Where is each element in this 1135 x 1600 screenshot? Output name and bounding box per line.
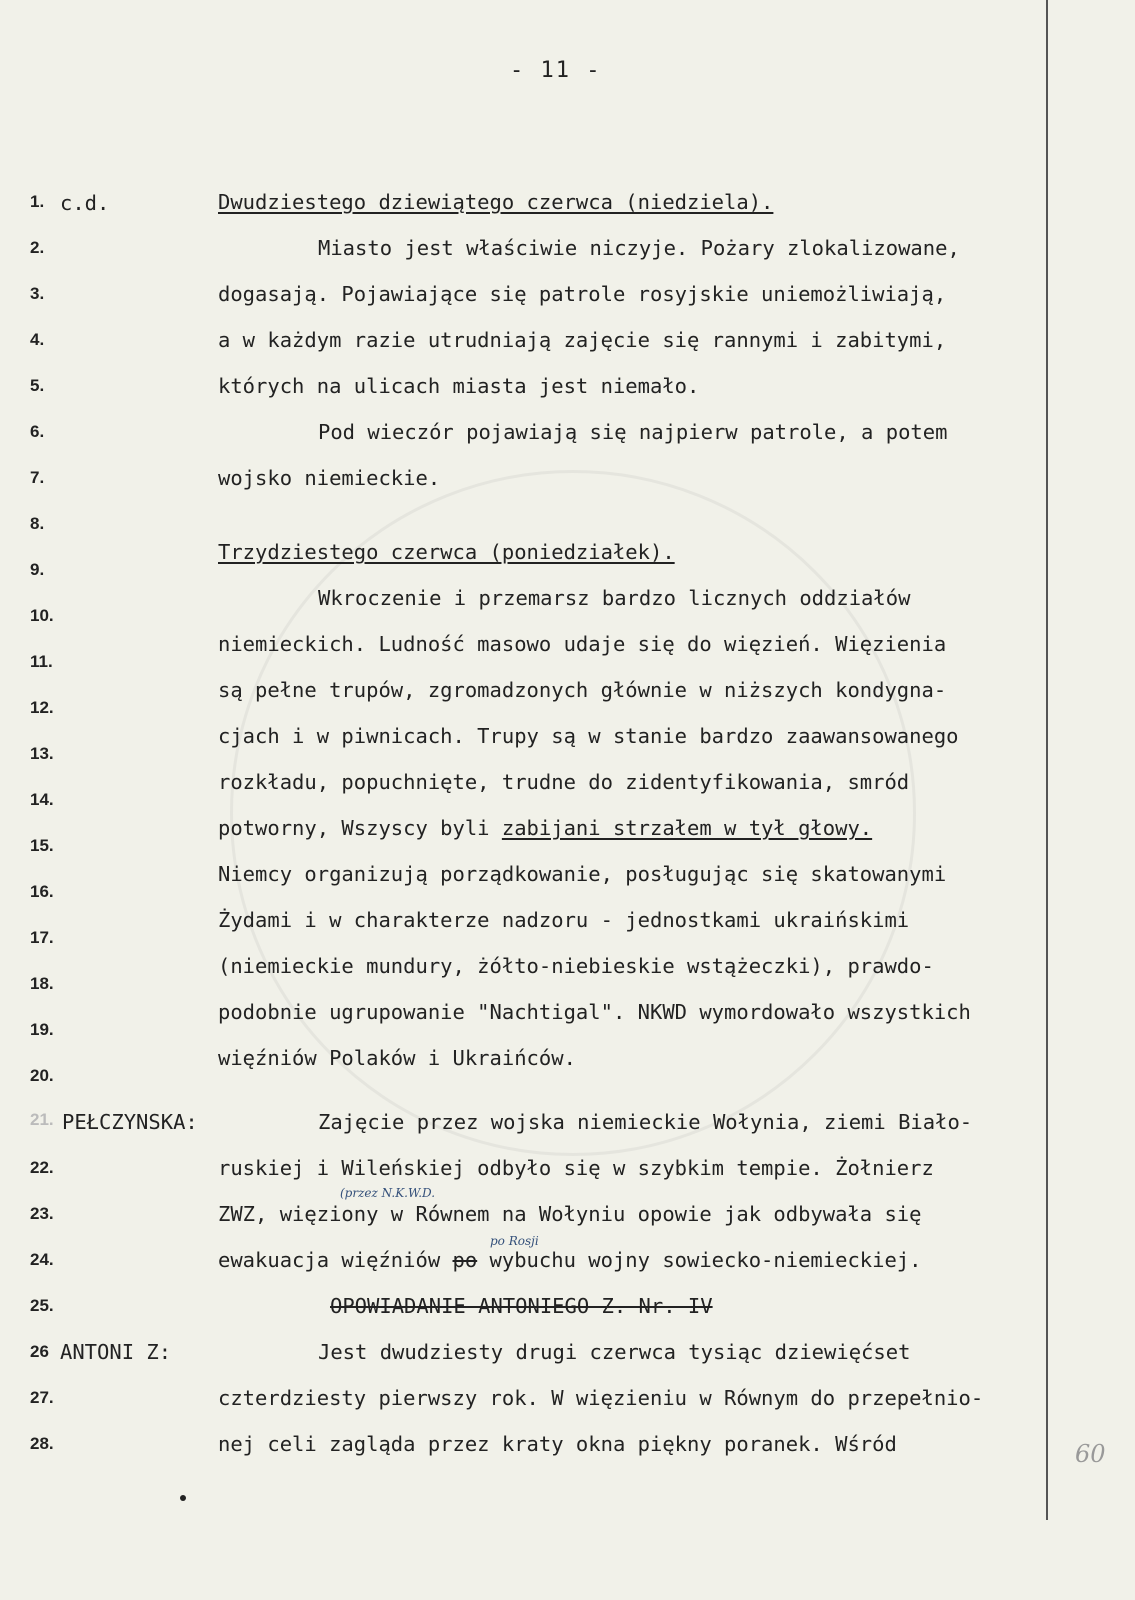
line-number: 24.: [30, 1250, 54, 1269]
line-number: 19.: [30, 1020, 54, 1039]
line-number: 11.: [30, 652, 53, 671]
line-number: 23.: [30, 1204, 54, 1223]
line-number: 22.: [30, 1158, 54, 1177]
margin-page-mark: 60: [1075, 1440, 1106, 1468]
margin-rule: [1046, 0, 1048, 1520]
handwritten-annotation: (przez N.K.W.D.: [340, 1186, 436, 1200]
text-line: Jest dwudziesty drugi czerwca tysiąc dziewięćset: [318, 1340, 911, 1364]
line-number: 2.: [30, 238, 45, 257]
line-number: 3.: [30, 284, 45, 303]
text-line: Żydami i w charakterze nadzoru - jednostkami ukraińskimi: [218, 908, 910, 932]
line-number: 21.: [30, 1110, 54, 1129]
text-line: ZWZ, więziony w Równem na Wołyniu opowie jak odbywała się: [218, 1202, 922, 1226]
line-number: 16.: [30, 882, 54, 901]
line-number: 14.: [30, 790, 54, 809]
line-number: 5.: [30, 376, 45, 395]
text-segment: potworny, Wszyscy byli: [218, 816, 502, 840]
line-number: 25.: [30, 1296, 54, 1315]
speaker-pelczynska: PEŁCZYNSKA:: [62, 1110, 198, 1134]
text-line: są pełne trupów, zgromadzonych głównie w niższych kondygna-: [218, 678, 947, 702]
text-line: rozkładu, popuchnięte, trudne do zidentyfikowania, smród: [218, 770, 910, 794]
text-line: nej celi zagląda przez kraty okna piękny poranek. Wśród: [218, 1432, 897, 1456]
line-number: 20.: [30, 1066, 54, 1085]
text-line: Zajęcie przez wojska niemieckie Wołynia, ziemi Biało-: [318, 1110, 973, 1134]
line-number: 8.: [30, 514, 45, 533]
ink-dot: [180, 1495, 186, 1501]
speaker-continued: c.d.: [60, 191, 110, 215]
text-line: Niemcy organizują porządkowanie, posługując się skatowanymi: [218, 862, 947, 886]
text-line: Pod wieczór pojawiają się najpierw patrole, a potem: [318, 420, 948, 444]
text-segment: ewakuacja więźniów: [218, 1248, 453, 1272]
text-line: więźniów Polaków i Ukraińców.: [218, 1046, 576, 1070]
text-line: podobnie ugrupowanie "Nachtigal". NKWD wymordowało wszystkich: [218, 1000, 971, 1024]
struck-word: po: [452, 1248, 478, 1272]
line-number: 6.: [30, 422, 45, 441]
line-number: 4.: [30, 330, 45, 349]
line-number: 7.: [30, 468, 45, 487]
text-line: (niemieckie mundury, żółto-niebieskie wstążeczki), prawdo-: [218, 954, 934, 978]
page-number: - 11 -: [510, 58, 602, 83]
line-number: 1.: [30, 192, 45, 211]
speaker-antoni: ANTONI Z:: [60, 1340, 172, 1364]
text-line: a w każdym razie utrudniają zajęcie się rannymi i zabitymi,: [218, 328, 947, 352]
heading-monday: Trzydziestego czerwca (poniedziałek).: [218, 540, 675, 564]
text-line: Miasto jest właściwie niczyje. Pożary zlokalizowane,: [318, 236, 960, 260]
text-line: [218, 1248, 922, 1272]
text-line: czterdziesty pierwszy rok. W więzieniu w Równym do przepełnio-: [218, 1386, 984, 1410]
struck-heading: OPOWIADANIE ANTONIEGO Z. Nr. IV: [330, 1294, 713, 1318]
handwritten-annotation: po Rosji: [490, 1234, 539, 1248]
line-number: 17.: [30, 928, 54, 947]
line-number: 18.: [30, 974, 54, 993]
line-number: 12.: [30, 698, 54, 717]
line-number: 9.: [30, 560, 45, 579]
text-line: ruskiej i Wileńskiej odbyło się w szybkim tempie. Żołnierz: [218, 1156, 934, 1180]
text-line: Wkroczenie i przemarsz bardzo licznych oddziałów: [318, 586, 911, 610]
text-line: wojsko niemieckie.: [218, 466, 441, 490]
line-number: 15.: [30, 836, 54, 855]
underlined-phrase: zabijani strzałem w tył głowy.: [501, 816, 873, 840]
text-line: niemieckich. Ludność masowo udaje się do więzień. Więzienia: [218, 632, 947, 656]
line-number: 27.: [30, 1388, 54, 1407]
text-line: [218, 816, 872, 840]
line-number: 28.: [30, 1434, 54, 1453]
heading-sunday: Dwudziestego dziewiątego czerwca (niedziela).: [218, 190, 774, 214]
text-segment: wybuchu wojny sowiecko-niemieckiej.: [477, 1248, 922, 1272]
line-number: 10.: [30, 606, 54, 625]
text-line: których na ulicach miasta jest niemało.: [218, 374, 700, 398]
text-line: dogasają. Pojawiające się patrole rosyjskie uniemożliwiają,: [218, 282, 947, 306]
text-line: cjach i w piwnicach. Trupy są w stanie bardzo zaawansowanego: [218, 724, 959, 748]
line-number: 13.: [30, 744, 54, 763]
line-number: 26: [30, 1342, 49, 1361]
